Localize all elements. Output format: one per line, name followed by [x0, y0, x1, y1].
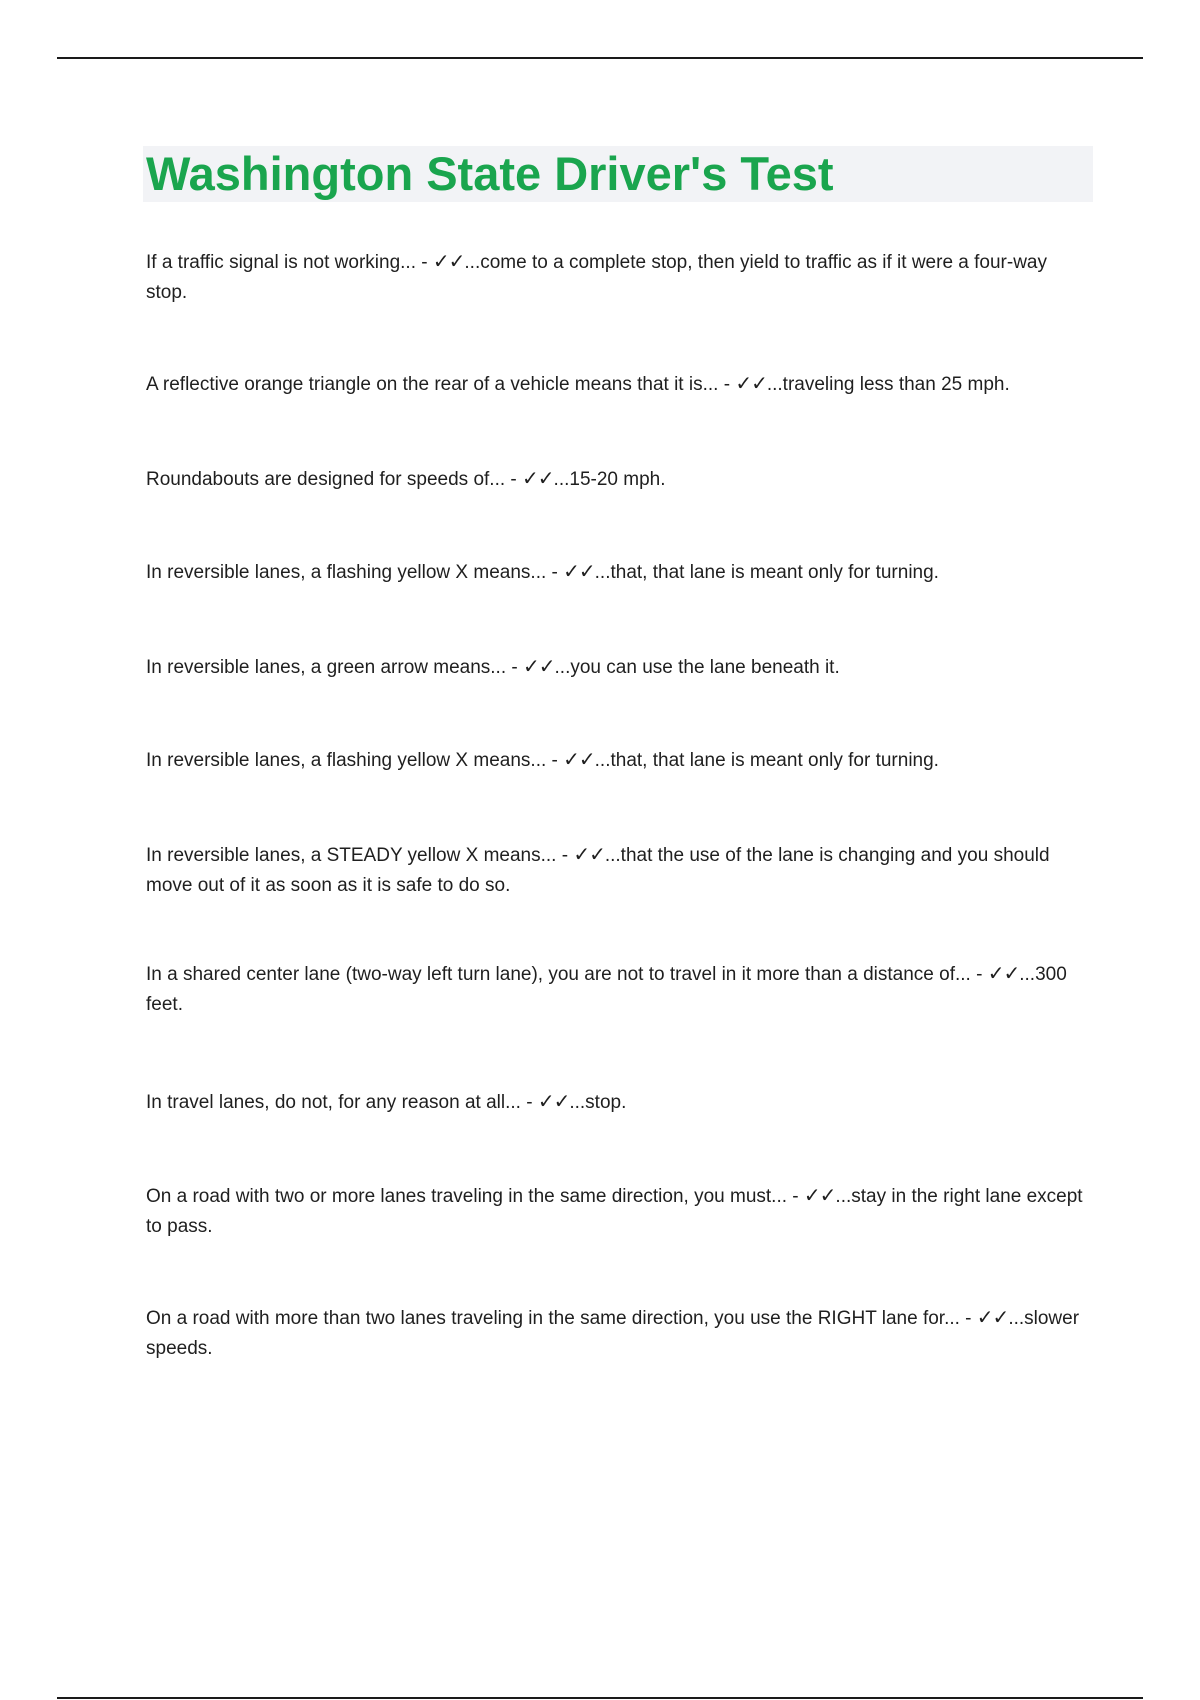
answer-text: ...you can use the lane beneath it. [554, 657, 840, 678]
bottom-rule [57, 1697, 1143, 1699]
double-check-icon: ✓✓ [735, 371, 767, 395]
question-text: In reversible lanes, a STEADY yellow X means... - [146, 845, 569, 866]
question-text: In reversible lanes, a flashing yellow X means... - [146, 750, 558, 771]
question-text: A reflective orange triangle on the rear of a vehicle means that it is... - [146, 374, 731, 395]
double-check-icon: ✓✓ [563, 747, 595, 771]
double-check-icon: ✓✓ [522, 466, 554, 490]
question-text: In travel lanes, do not, for any reason at all... - [146, 1092, 533, 1113]
question-text: Roundabouts are designed for speeds of... - [146, 469, 517, 490]
double-check-icon: ✓✓ [803, 1183, 836, 1207]
qa-item-8 [146, 958, 1091, 1020]
top-rule [57, 57, 1143, 59]
qa-item-11 [146, 1302, 1091, 1364]
double-check-icon: ✓✓ [573, 842, 605, 866]
document-title: Washington State Driver's Test [146, 147, 834, 200]
question-text: If a traffic signal is not working... - [146, 252, 428, 273]
double-check-icon: ✓✓ [537, 1089, 570, 1113]
double-check-icon: ✓✓ [523, 654, 555, 678]
qa-item-7 [146, 839, 1091, 901]
qa-item-5 [146, 651, 1091, 683]
qa-item-1 [146, 246, 1091, 308]
double-check-icon: ✓✓ [976, 1305, 1009, 1329]
qa-item-2 [146, 368, 1091, 400]
answer-text: ...that the use of the lane is changing and you should move out of it as soon as it is safe to do so. [146, 845, 1050, 896]
answer-text: ...that, that lane is meant only for turning. [594, 750, 939, 771]
answer-text: ...come to a complete stop, then yield to traffic as if it were a four-way stop. [146, 252, 1047, 303]
qa-item-10 [146, 1180, 1091, 1242]
question-text: On a road with more than two lanes traveling in the same direction, you use the RIGHT lane for... - [146, 1308, 972, 1329]
answer-text: ...traveling less than 25 mph. [766, 374, 1010, 395]
double-check-icon: ✓✓ [563, 559, 595, 583]
double-check-icon: ✓✓ [987, 961, 1020, 985]
qa-item-4 [146, 556, 1091, 588]
answer-text: ...that, that lane is meant only for turning. [594, 562, 939, 583]
answer-text: ...15-20 mph. [553, 469, 666, 490]
question-text: In reversible lanes, a flashing yellow X means... - [146, 562, 558, 583]
answer-text: ...stay in the right lane except to pass. [146, 1186, 1083, 1237]
question-text: In reversible lanes, a green arrow means... - [146, 657, 518, 678]
question-text: In a shared center lane (two-way left turn lane), you are not to travel in it more than a distance of... - [146, 964, 983, 985]
double-check-icon: ✓✓ [432, 249, 465, 273]
qa-item-6 [146, 744, 1091, 776]
answer-text: ...300 feet. [146, 964, 1067, 1015]
answer-text: ...stop. [569, 1092, 627, 1113]
answer-text: ...slower speeds. [146, 1308, 1080, 1359]
qa-item-3 [146, 463, 1091, 495]
question-text: On a road with two or more lanes traveling in the same direction, you must... - [146, 1186, 799, 1207]
qa-item-9 [146, 1086, 1091, 1118]
